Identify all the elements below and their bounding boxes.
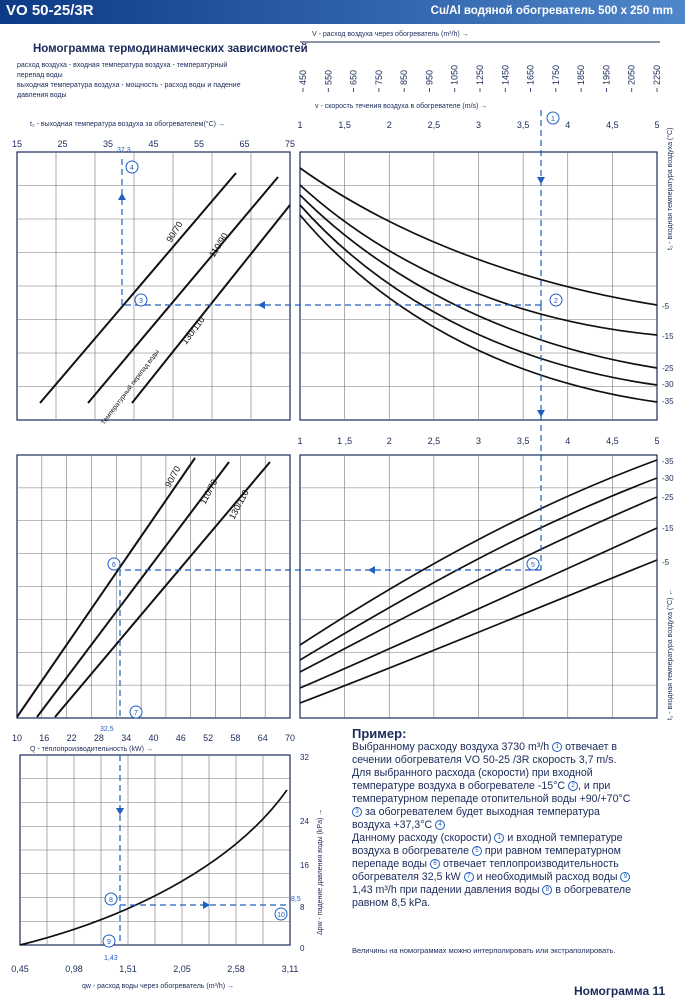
flow-axis-label: qw - расход воды через обогреватель (m³/h) → [82,983,234,990]
inlet-axis-label-bottom: t₁ - входная температура воздуха (°C) ← [667,588,674,720]
velocity-axis-label: v - скорость течения воздуха в обогревателе (m/s) → [315,103,488,110]
nomogram-number: Номограмма 11 [574,984,666,998]
pressure-drop-curve [20,790,287,945]
dp-ticks-label: 16 [300,861,309,870]
nomogram-desc-4: давления воды [17,92,67,99]
svg-text:7: 7 [134,710,138,717]
nomogram-desc-1: расход воздуха - входная температура воздуха - температурный [17,62,228,69]
curve-label-110-70-lower: 110/70 [197,477,220,506]
curve-label-90-70-lower: 90/70 [162,464,183,489]
airflow-ticks-label: 450 [298,69,308,85]
svg-text:4: 4 [130,165,134,172]
nomogram-desc-2: перепад воды [17,72,63,79]
lower-left-curves [17,458,270,717]
inlet-ticks-top-label: -5 [662,302,670,311]
vel-ticks-mid-label: 2 [386,436,392,446]
svg-text:6: 6 [112,562,116,569]
vel-ticks-mid-label: 1 ,5 [337,436,353,446]
flow-ticks-label: 0,45 [11,964,29,974]
vel-ticks-top-label: 3,5 [516,120,530,130]
power-ticks-label: 58 [230,733,241,743]
pressure-drop-ticks [300,753,309,953]
vel-ticks-top-label: 4,5 [606,120,619,130]
vel-ticks-mid-label: 3 [475,436,482,446]
inlet-ticks-top-label: -15 [662,332,674,341]
outlet-axis-label: t₂ - выходная температура воздуха за обогревателем(°C) → [30,121,225,128]
svg-text:3: 3 [139,298,143,305]
power-ticks-label: 34 [121,733,132,743]
inlet-ticks-mid-label: -30 [662,474,674,483]
flow-ticks-label: 2,05 [173,964,191,974]
airflow-ticks [298,65,662,92]
airflow-ticks-label: 550 [323,69,334,85]
airflow-ticks-label: 1050 [449,64,460,85]
curve-label-130-110-upper: 130/110 [179,314,207,347]
svg-text:2: 2 [554,298,558,305]
vel-ticks-top-label: 1,5 [338,120,351,130]
flow-ticks [11,964,298,974]
power-ticks-label: 16 [39,733,50,743]
power-ticks-label: 70 [284,733,296,743]
vel-ticks-mid-label: 1 [297,436,303,446]
inlet-ticks-mid-label: -15 [662,524,674,533]
power-ticks-label: 40 [148,733,159,743]
inlet-ticks-top-label: -30 [662,380,674,389]
vel-ticks-top-label: 2,5 [427,120,441,130]
curve-label-130-110-lower: 130/110 [226,488,251,521]
dp-value: 8,5 [291,896,301,903]
curve-label-110-90-upper: 110/90 [207,230,230,260]
airflow-ticks-label: 2250 [652,64,662,85]
power-ticks-label: 52 [203,733,214,743]
outlet-ticks-label: 25 [57,139,68,149]
outlet-ticks-label: 75 [284,139,296,149]
velocity-ticks-top [297,120,659,130]
example-heading: Пример: [352,726,407,741]
vel-ticks-mid-label: 2,5 [427,436,441,446]
power-ticks-label: 22 [66,733,77,743]
curve-110-90-upper [88,177,278,403]
power-axis-label: Q - теплопроизводительность (kW) → [30,746,153,753]
airflow-ticks-label: 750 [373,69,384,85]
airflow-ticks-label: 650 [348,69,359,85]
inlet-axis-label-top: t₁ - входная температура воздуха (°C) [667,127,674,250]
outlet-ticks-label: 65 [239,139,250,149]
inlet-ticks-top-label: -25 [662,364,674,373]
lower-right-grid [300,455,657,718]
svg-text:9: 9 [107,939,111,946]
pressure-drop-axis-label: Δpw - падение давления воды (kPa) → [317,808,324,935]
dp-ticks-label: 0 [300,944,305,953]
bottom-grid [20,755,290,945]
heater-subtitle: Cu/Al водяной обогреватель 500 x 250 mm [430,5,673,17]
model-title: VO 50-25/3R [6,2,94,19]
dp-ticks-label: 32 [300,753,309,762]
qw-value: 1,43 [104,955,118,962]
power-ticks-label: 10 [11,733,23,743]
power-ticks [12,733,295,743]
outlet-ticks-label: 35 [102,139,114,149]
flow-ticks-label: 3,11 [281,964,299,974]
interpolation-note: Величины на номограммах можно интерполировать или экстраполировать. [352,946,616,955]
vel-ticks-mid-label: 4 [565,436,571,446]
vel-ticks-top-label: 2 [386,120,392,130]
airflow-ticks-label: 850 [399,69,410,85]
vel-ticks-top-label: 5 [654,120,660,130]
flow-ticks-label: 1,51 [119,964,137,974]
outlet-ticks-label: 55 [193,139,205,149]
nomogram-title: Номограмма термодинамических зависимостей [33,43,308,55]
q-value: 32,5 [100,726,114,733]
dp-ticks-label: 8 [300,903,305,912]
example-text: Выбранному расходу воздуха 3730 m³/h 1 отвечает в сечении обогревателя VO 50-25 /3R скорость 3,7 m/s. Для выбранного расхода (скорости) при входной температуре воздуха в обогревателе -15°C 2 , и при температурном перепаде отопительной воды +90/+70°C 3 за обогревателем будет выходная температура воздуха +37,3°C 4 Данному расходу (скорости) 1 и входной температуре воздуха в обогревателе 5 при равном температурном перепаде воды 6 отвечает теплопроизводительность обогревателя 32,5 kW 7 и необходимый расход воды 9 1,43 m³/h при падении давления воды 8 в обогревателе равном 8,5 kPa. [352,741,631,909]
airflow-ticks-label: 1650 [525,64,536,85]
inlet-ticks-top-label: -35 [662,397,674,406]
vel-ticks-top-label: 3 [475,120,482,130]
inlet-ticks-mid-label: -35 [662,457,674,466]
outlet-ticks [12,139,295,149]
power-ticks-label: 28 [93,733,104,743]
inlet-ticks-mid-label: -25 [662,493,674,502]
upper-right-grid [300,152,657,420]
power-ticks-label: 64 [257,733,268,743]
airflow-ticks-label: 1750 [550,64,561,85]
t2-value: 37,3 [117,147,131,154]
airflow-ticks-label: 1250 [475,64,485,85]
airflow-axis-label: V - расход воздуха через обогреватель (m³/h) → [312,31,469,38]
vel-ticks-top-label: 4 [565,120,571,130]
vel-ticks-mid-label: 5 [654,436,660,446]
dp-ticks-label: 24 [300,817,309,826]
vel-ticks-top-label: 1 [297,120,303,130]
airflow-ticks-label: 1450 [500,64,511,85]
svg-text:10: 10 [277,912,285,919]
example-block [352,727,670,910]
airflow-ticks-label: 1850 [576,64,587,85]
inlet-ticks-top [662,302,674,406]
outlet-ticks-label: 45 [148,139,159,149]
inlet-ticks-middle [662,457,674,567]
upper-left-grid [17,152,290,420]
curve-130-110-upper [132,205,290,403]
vel-ticks-mid-label: 4,5 [606,436,619,446]
airflow-ticks-label: 2050 [626,64,637,85]
flow-ticks-label: 0,98 [65,964,83,974]
svg-text:8: 8 [109,897,113,904]
nomogram-desc-3: выходная температура воздуха - мощность - расход воды и падение [17,82,241,89]
velocity-ticks-middle [297,436,659,446]
outlet-ticks-label: 15 [11,139,23,149]
flow-ticks-label: 2,58 [227,964,245,974]
power-ticks-label: 46 [175,733,186,743]
svg-text:1: 1 [551,116,555,123]
curve-caption-upper: Температурный перепад воды [100,348,161,427]
inlet-ticks-mid-label: -5 [662,558,670,567]
airflow-ticks-label: 1950 [601,64,612,85]
airflow-ticks-label: 950 [424,69,435,85]
svg-text:5: 5 [531,562,535,569]
curve-label-90-70-upper: 90/70 [164,219,185,245]
upper-left-curves [40,173,290,403]
vel-ticks-mid-label: 3,5 [516,436,530,446]
curve-90-70-upper [40,173,236,403]
